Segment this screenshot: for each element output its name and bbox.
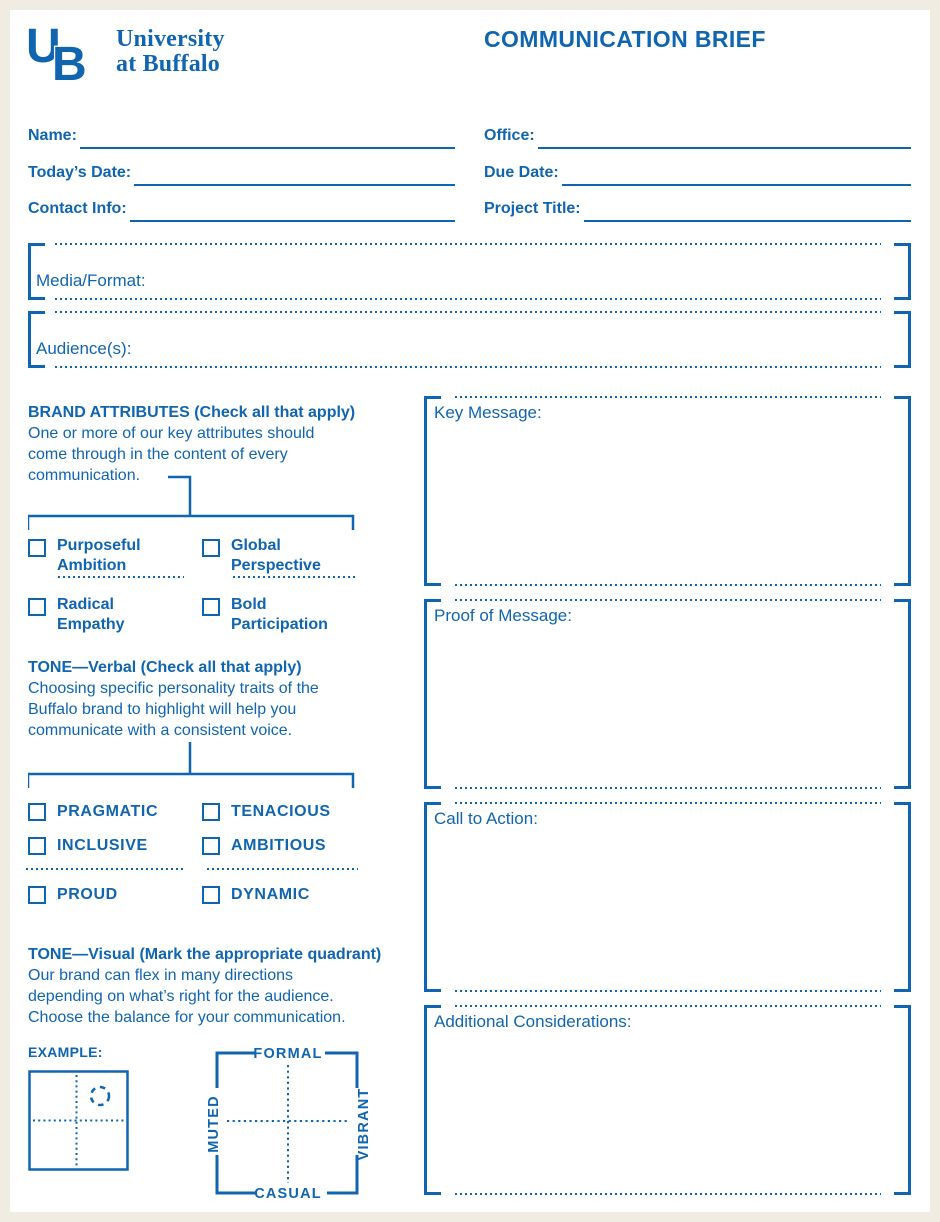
audiences-section[interactable] (28, 311, 911, 368)
option-label (231, 536, 321, 576)
option-global-perspective (202, 536, 321, 576)
example-label: EXAMPLE: (28, 1044, 103, 1060)
tone-visual-desc-line1: Our brand can flex in many directions (28, 967, 294, 984)
due-date-input-line[interactable] (562, 164, 911, 186)
quadrant-label-vibrant: VIBRANT (356, 1087, 372, 1161)
dotted-line-bottom (55, 298, 881, 300)
option-label-line1: Radical (57, 596, 114, 613)
option-inclusive (28, 837, 148, 855)
ub-wordmark (116, 27, 225, 77)
dotted-line-top (455, 396, 881, 398)
dotted-line-top (455, 802, 881, 804)
option-label-line2: Empathy (57, 616, 125, 633)
option-radical-empathy (28, 595, 125, 635)
dotted-line-bottom (55, 366, 881, 368)
ub-logo-letter-u: U (26, 22, 61, 73)
wordmark-line1: University (116, 26, 225, 52)
ub-logo-icon (26, 22, 110, 84)
checkbox-pragmatic[interactable] (28, 803, 46, 821)
dotted-line-top (455, 1005, 881, 1007)
option-label (57, 802, 158, 822)
todays-date-input-line[interactable] (134, 164, 455, 186)
option-label-line2: Perspective (231, 557, 321, 574)
tone-visual-section (28, 944, 428, 1028)
bracket-right (894, 396, 911, 586)
example-quadrant-diagram (28, 1070, 129, 1172)
option-purposeful-ambition (28, 536, 141, 576)
checkbox-radical-empathy[interactable] (28, 598, 46, 616)
option-tenacious (202, 803, 331, 821)
call-to-action-label: Call to Action: (434, 809, 538, 828)
field-office (484, 127, 911, 149)
page-title: COMMUNICATION BRIEF (484, 26, 766, 52)
option-label-text: PROUD (57, 886, 118, 903)
additional-considerations-label: Additional Considerations: (434, 1012, 632, 1031)
tone-visual-heading: TONE—Visual (Mark the appropriate quadrant) (28, 946, 382, 963)
tone-verbal-desc-line1: Choosing specific personality traits of the (28, 680, 319, 697)
bracket-right (894, 802, 911, 992)
option-label-line2: Participation (231, 616, 328, 633)
checkbox-global-perspective[interactable] (202, 539, 220, 557)
dotted-line-bottom (455, 990, 881, 992)
tone-verbal-desc-line3: communicate with a consistent voice. (28, 722, 293, 739)
name-label: Name: (28, 127, 77, 144)
quadrant-corner-bottom-right (327, 1155, 357, 1193)
quadrant-label-formal: FORMAL (253, 1046, 323, 1062)
quadrant-corner-top-left (217, 1053, 255, 1088)
brand-attributes-desc-line1: One or more of our key attributes should (28, 425, 315, 442)
office-input-line[interactable] (538, 127, 911, 149)
option-label-text: TENACIOUS (231, 803, 331, 820)
name-input-line[interactable] (80, 127, 455, 149)
dotted-divider (26, 868, 184, 870)
brand-attributes-desc-line3: communication. (28, 467, 141, 484)
dotted-divider (233, 576, 357, 578)
option-pragmatic (28, 803, 158, 821)
tone-visual-quadrant[interactable] (200, 1042, 382, 1208)
office-label: Office: (484, 127, 535, 144)
option-label-line1: Bold (231, 596, 267, 613)
brand-attributes-heading: BRAND ATTRIBUTES (Check all that apply) (28, 404, 356, 421)
call-to-action-box[interactable] (424, 802, 911, 992)
option-label (57, 836, 148, 856)
dotted-line-top (55, 243, 881, 245)
field-todays-date (28, 164, 455, 186)
bracket-right (894, 243, 911, 300)
bracket-left (424, 599, 441, 789)
tone-visual-desc-line3: Choose the balance for your communication. (28, 1009, 346, 1026)
additional-considerations-box[interactable] (424, 1005, 911, 1195)
project-title-input-line[interactable] (584, 200, 911, 222)
quadrant-label-casual: CASUAL (254, 1186, 322, 1202)
dotted-line-bottom (455, 584, 881, 586)
checkbox-tenacious[interactable] (202, 803, 220, 821)
option-label-line2: Ambition (57, 557, 127, 574)
dotted-line-top (55, 311, 881, 313)
dotted-divider (58, 576, 184, 578)
option-label-text: PRAGMATIC (57, 803, 159, 820)
option-label (57, 536, 141, 576)
checkbox-dynamic[interactable] (202, 886, 220, 904)
option-proud (28, 886, 118, 904)
proof-of-message-box[interactable] (424, 599, 911, 789)
checkbox-purposeful-ambition[interactable] (28, 539, 46, 557)
option-label-line1: Global (231, 537, 281, 554)
option-label-text: AMBITIOUS (231, 837, 327, 854)
checkbox-inclusive[interactable] (28, 837, 46, 855)
field-due-date (484, 164, 911, 186)
option-label (231, 885, 310, 905)
quadrant-label-muted: MUTED (206, 1095, 222, 1153)
ub-logo-letter-b: B (52, 38, 87, 84)
checkbox-proud[interactable] (28, 886, 46, 904)
audiences-label: Audience(s): (36, 339, 132, 358)
quadrant-corner-top-right (325, 1053, 357, 1088)
tone-verbal-section (28, 657, 398, 741)
option-label (231, 802, 331, 822)
option-bold-participation (202, 595, 328, 635)
option-label-text: DYNAMIC (231, 886, 310, 903)
dotted-line-bottom (455, 1193, 881, 1195)
tone-verbal-desc-line2: Buffalo brand to highlight will help you (28, 701, 297, 718)
bracket-right (894, 311, 911, 368)
option-label (57, 885, 118, 905)
option-label-text: INCLUSIVE (57, 837, 148, 854)
checkbox-bold-participation[interactable] (202, 598, 220, 616)
todays-date-label: Today’s Date: (28, 164, 132, 181)
dotted-divider (207, 868, 358, 870)
tone-visual-desc-line2: depending on what’s right for the audience. (28, 988, 334, 1005)
bracket-right (894, 1005, 911, 1195)
bracket-left (424, 396, 441, 586)
key-message-box[interactable] (424, 396, 911, 586)
media-format-section[interactable] (28, 243, 911, 300)
bracket-left (424, 1005, 441, 1195)
tone-verbal-heading: TONE—Verbal (Check all that apply) (28, 659, 302, 676)
brand-attributes-connector-line (28, 470, 358, 532)
option-ambitious (202, 837, 326, 855)
quadrant-corner-bottom-left (217, 1155, 255, 1193)
wordmark-line2: at Buffalo (116, 51, 220, 77)
option-label (231, 836, 326, 856)
field-name (28, 127, 455, 149)
checkbox-ambitious[interactable] (202, 837, 220, 855)
contact-info-label: Contact Info: (28, 200, 127, 217)
bracket-left (424, 802, 441, 992)
option-label (57, 595, 125, 635)
field-contact-info (28, 200, 455, 222)
media-format-label: Media/Format: (36, 271, 146, 290)
example-mark-circle (91, 1087, 109, 1105)
tone-verbal-connector-line (28, 742, 358, 790)
due-date-label: Due Date: (484, 164, 559, 181)
bracket-right (894, 599, 911, 789)
dotted-line-bottom (455, 787, 881, 789)
option-label (231, 595, 328, 635)
contact-info-input-line[interactable] (130, 200, 455, 222)
dotted-line-top (455, 599, 881, 601)
key-message-label: Key Message: (434, 403, 542, 422)
option-label-line1: Purposeful (57, 537, 141, 554)
proof-of-message-label: Proof of Message: (434, 606, 572, 625)
option-dynamic (202, 886, 310, 904)
brand-attributes-desc-line2: come through in the content of every (28, 446, 288, 463)
project-title-label: Project Title: (484, 200, 581, 217)
field-project-title (484, 200, 911, 222)
